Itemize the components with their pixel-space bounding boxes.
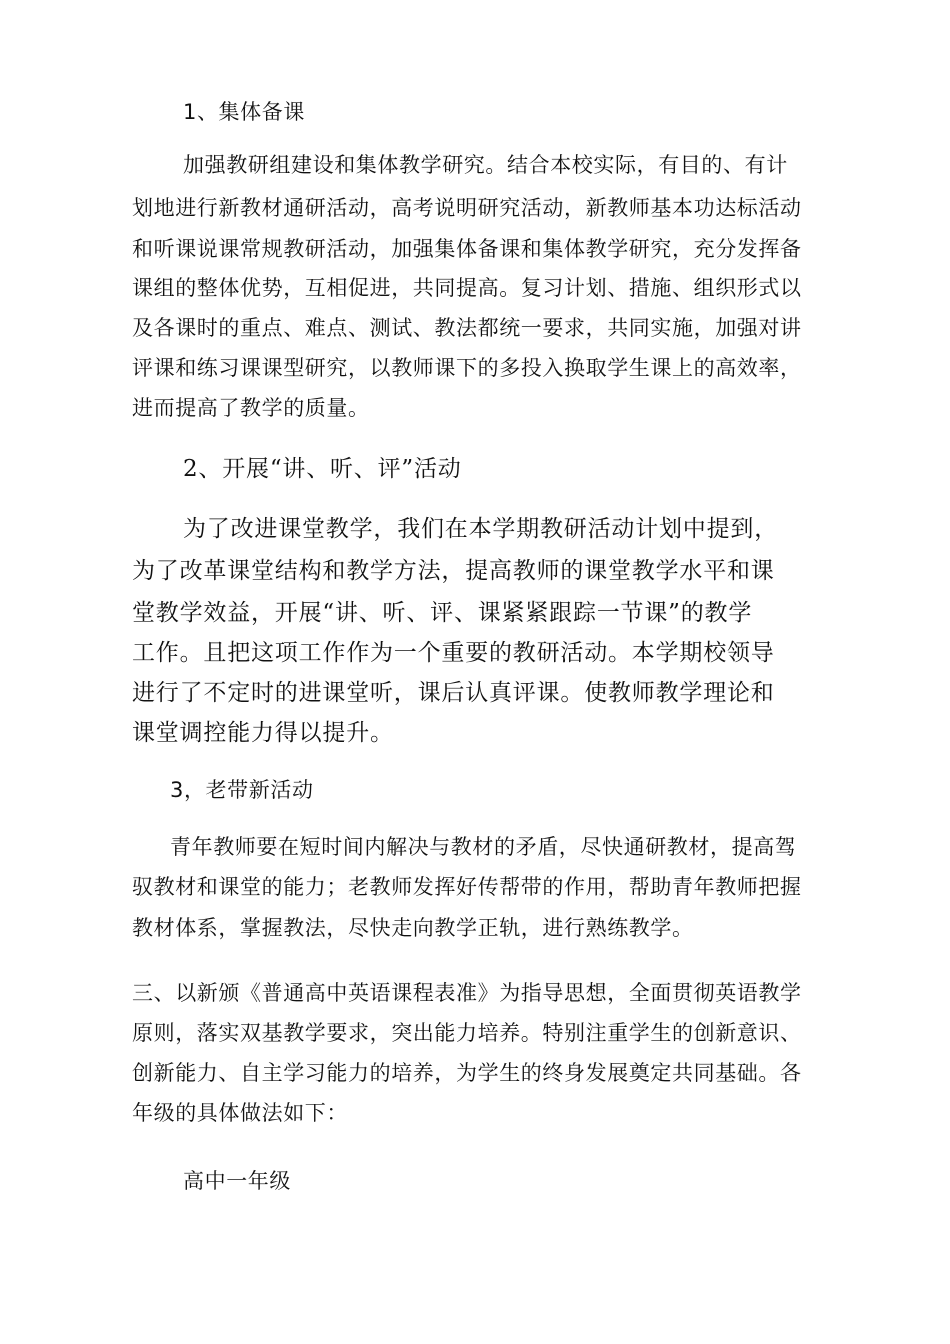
- paragraph-line: 堂教学效益，开展“讲、听、评、课紧紧跟踪一节课”的教学: [132, 600, 753, 626]
- paragraph-line: 课堂调控能力得以提升。: [132, 720, 394, 746]
- section-heading-collective-lesson-prep: 1、集体备课: [183, 100, 305, 124]
- paragraph-line: 三、以新颁《普通高中英语课程表准》为指导思想，全面贯彻英语教学: [132, 981, 802, 1005]
- paragraph-line: 划地进行新教材通研活动，高考说明研究活动，新教师基本功达标活动: [132, 196, 802, 220]
- section-heading-senior-grade-one: 高中一年级: [183, 1169, 291, 1193]
- section-heading-lecture-listen-review: 2、开展“讲、听、评”活动: [183, 456, 462, 482]
- paragraph-line: 驭教材和课堂的能力；老教师发挥好传帮带的作用，帮助青年教师把握: [132, 875, 802, 899]
- paragraph-line: 教材体系，掌握教法，尽快走向教学正轨，进行熟练教学。: [132, 916, 694, 940]
- paragraph-line: 为了改进课堂教学，我们在本学期教研活动计划中提到，: [183, 516, 778, 542]
- paragraph-line: 及各课时的重点、难点、测试、教法都统一要求，共同实施，加强对讲: [132, 316, 802, 340]
- paragraph-line: 进行了不定时的进课堂听，课后认真评课。使教师教学理论和: [132, 680, 775, 706]
- paragraph-line: 为了改革课堂结构和教学方法，提高教师的课堂教学水平和课: [132, 558, 775, 584]
- paragraph-line: 创新能力、自主学习能力的培养，为学生的终身发展奠定共同基础。各: [132, 1061, 802, 1085]
- section-heading-mentoring: 3，老带新活动: [170, 778, 314, 802]
- paragraph-line: 和听课说课常规教研活动，加强集体备课和集体教学研究，充分发挥备: [132, 237, 802, 261]
- paragraph-line: 进而提高了教学的质量。: [132, 396, 370, 420]
- paragraph-line: 青年教师要在短时间内解决与教材的矛盾，尽快通研教材，提高驾: [170, 835, 797, 859]
- paragraph-line: 年级的具体做法如下：: [132, 1101, 348, 1125]
- paragraph-line: 工作。且把这项工作作为一个重要的教研活动。本学期校领导: [132, 640, 775, 666]
- paragraph-line: 原则，落实双基教学要求，突出能力培养。特别注重学生的创新意识、: [132, 1021, 802, 1045]
- paragraph-line: 课组的整体优势，互相促进，共同提高。复习计划、措施、组织形式以: [132, 276, 802, 300]
- paragraph-line: 加强教研组建设和集体教学研究。结合本校实际，有目的、有计: [183, 153, 788, 177]
- paragraph-line: 评课和练习课课型研究，以教师课下的多投入换取学生课上的高效率，: [132, 356, 802, 380]
